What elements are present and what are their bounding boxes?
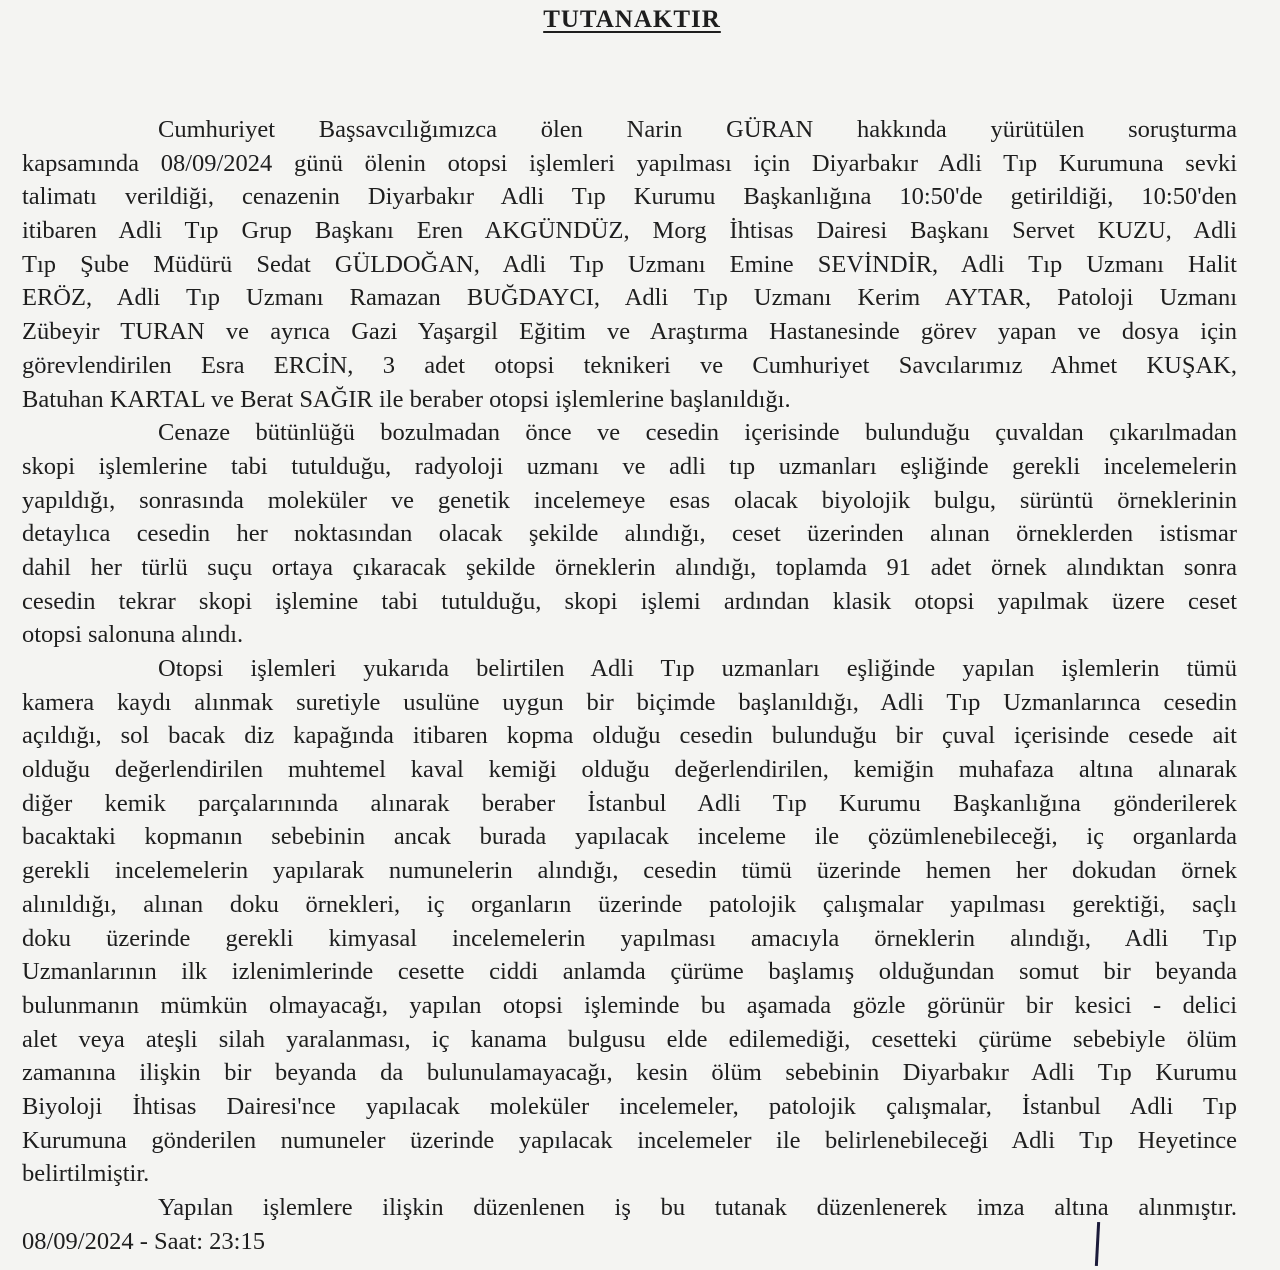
text-line: Kurumuna gönderilen numuneler üzerinde yapılacak incelemeler ile belirlenebileceği Adli Tıp Heyetince xyxy=(22,1126,1237,1154)
text-line: gerekli incelemelerin yapılarak numunelerin alındığı, cesedin tümü üzerinde hemen her dokudan örnek xyxy=(22,857,1237,885)
text-line: açıldığı, sol bacak diz kapağında itibaren kopma olduğu cesedin bulunduğu bir çuval içerisinde cesede ait xyxy=(22,722,1237,750)
text-line: Cumhuriyet Başsavcılığımızca ölen Narin GÜRAN hakkında yürütülen soruşturma xyxy=(158,116,1237,143)
paragraph xyxy=(22,416,1237,652)
text-line: skopi işlemlerine tabi tutulduğu, radyoloji uzmanı ve adli tıp uzmanları eşliğinde gerekli incelemelerin xyxy=(22,452,1237,480)
text-line: diğer kemik parçalarınında alınarak beraber İstanbul Adli Tıp Kurumu Başkanlığına gönderilerek xyxy=(22,789,1237,817)
text-line: Zübeyir TURAN ve ayrıca Gazi Yaşargil Eğitim ve Araştırma Hastanesinde görev yapan ve dosya için xyxy=(22,318,1237,346)
document-body xyxy=(22,113,1237,1258)
title-text: TUTANAKTIR xyxy=(543,6,721,33)
text-line: Yapılan işlemlere ilişkin düzenlenen iş bu tutanak düzenlenerek imza altına alınmıştır. xyxy=(158,1194,1237,1221)
paragraph xyxy=(22,652,1237,1191)
text-line: Tıp Şube Müdürü Sedat GÜLDOĞAN, Adli Tıp Uzmanı Emine SEVİNDİR, Adli Tıp Uzmanı Halit xyxy=(22,250,1237,278)
text-line: 08/09/2024 - Saat: 23:15 xyxy=(22,1227,265,1255)
text-line: Cenaze bütünlüğü bozulmadan önce ve cesedin içerisinde bulunduğu çuvaldan çıkarılmadan xyxy=(158,419,1237,447)
text-line: Uzmanlarının ilk izlenimlerinde cesette ciddi anlamda çürüme başlamış olduğundan somut bir beyanda xyxy=(22,958,1237,986)
document-title xyxy=(0,6,1264,34)
text-line: kapsamında 08/09/2024 günü ölenin otopsi işlemleri yapılması için Diyarbakır Adli Tıp Kurumuna sevki xyxy=(22,149,1237,177)
text-line: belirtilmiştir. xyxy=(22,1160,150,1188)
text-line: itibaren Adli Tıp Grup Başkanı Eren AKGÜNDÜZ, Morg İhtisas Dairesi Başkanı Servet KUZU, Adli xyxy=(22,217,1237,245)
text-line: Batuhan KARTAL ve Berat SAĞIR ile beraber otopsi işlemlerine başlanıldığı. xyxy=(22,385,791,413)
text-line: Otopsi işlemleri yukarıda belirtilen Adli Tıp uzmanları eşliğinde yapılan işlemlerin tümü xyxy=(158,655,1237,682)
text-line: bacaktaki kopmanın sebebinin ancak burada yapılacak inceleme ile çözümlenebileceği, iç organlarda xyxy=(22,823,1237,851)
text-line: yapıldığı, sonrasında moleküler ve genetik incelemeye esas olacak biyolojik bulgu, sürüntü örneklerinin xyxy=(22,486,1237,514)
text-line: görevlendirilen Esra ERCİN, 3 adet otopsi teknikeri ve Cumhuriyet Savcılarımız Ahmet KUŞAK, xyxy=(22,351,1237,379)
text-line: zamanına ilişkin bir beyanda da bulunulamayacağı, kesin ölüm sebebinin Diyarbakır Adli Tıp Kurumu xyxy=(22,1059,1237,1087)
text-line: alet veya ateşli silah yaralanması, iç kanama bulgusu elde edilemediği, cesetteki çürüme sebebiyle ölüm xyxy=(22,1025,1237,1053)
text-line: detaylıca cesedin her noktasından olacak şekilde alındığı, ceset üzerinden alınan örneklerden istismar xyxy=(22,520,1237,548)
text-line: talimatı verildiği, cenazenin Diyarbakır Adli Tıp Kurumu Başkanlığına 10:50'de getirildiği, 10:50'den xyxy=(22,183,1237,211)
text-line: alınıldığı, alınan doku örnekleri, iç organların üzerinde patolojik çalışmalar yapılması gerektiği, saçlı xyxy=(22,890,1237,918)
text-line: Biyoloji İhtisas Dairesi'nce yapılacak moleküler incelemeler, patolojik çalışmalar, İstanbul Adli Tıp xyxy=(22,1092,1237,1120)
text-line: olduğu değerlendirilen muhtemel kaval kemiği olduğu değerlendirilen, kemiğin muhafaza altına alınarak xyxy=(22,756,1237,784)
text-line: bulunmanın mümkün olmayacağı, yapılan otopsi işleminde bu aşamada gözle görünür bir kesici - delici xyxy=(22,991,1237,1019)
text-line: otopsi salonuna alındı. xyxy=(22,621,244,649)
text-line: doku üzerinde gerekli kimyasal incelemelerin yapılması amacıyla örneklerin alındığı, Adli Tıp xyxy=(22,924,1237,952)
paragraph xyxy=(22,1191,1237,1258)
text-line: kamera kaydı alınmak suretiyle usulüne uygun bir biçimde başlanıldığı, Adli Tıp Uzmanlarınca cesedin xyxy=(22,688,1237,716)
text-line: dahil her türlü suçu ortaya çıkaracak şekilde örneklerin alındığı, toplamda 91 adet örnek alındıktan sonra xyxy=(22,553,1237,581)
paragraph xyxy=(22,113,1237,416)
text-line: cesedin tekrar skopi işlemine tabi tutulduğu, skopi işlemi ardından klasik otopsi yapılmak üzere ceset xyxy=(22,587,1237,615)
text-line: ERÖZ, Adli Tıp Uzmanı Ramazan BUĞDAYCI, Adli Tıp Uzmanı Kerim AYTAR, Patoloji Uzmanı xyxy=(22,284,1237,312)
